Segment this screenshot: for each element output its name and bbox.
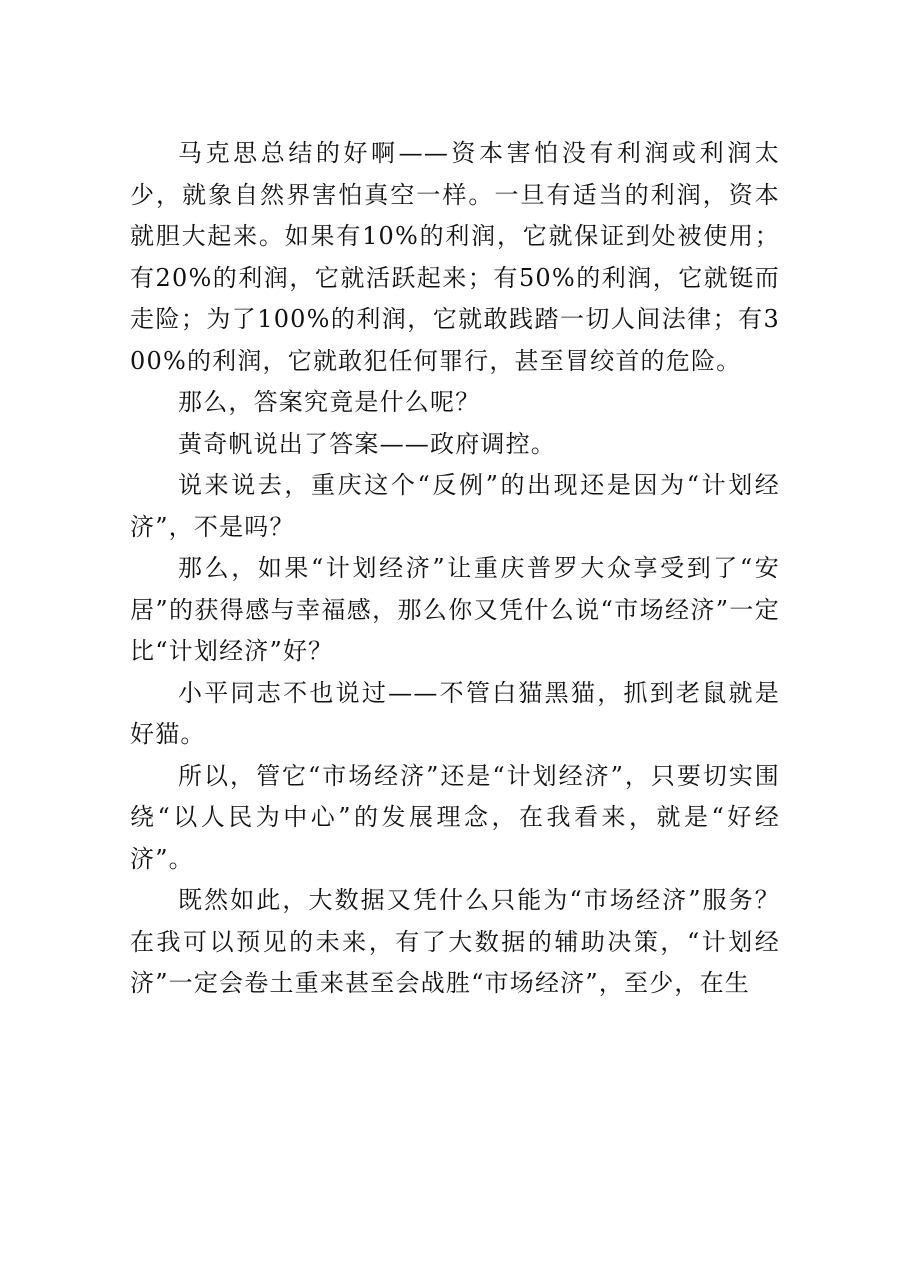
paragraph-planned-economy: 那么，如果“计划经济”让重庆普罗大众享受到了“安居”的获得感与幸福感，那么你又凭什么说“市场经济”一定比“计划经济”好？	[130, 554, 780, 665]
paragraph-big-data: 既然如此，大数据又凭什么只能为“市场经济”服务？在我可以预见的未来，有了大数据的辅助决策，“计划经济”一定会卷土重来甚至会战胜“市场经济”，至少，在生	[130, 886, 780, 997]
paragraph-chongqing: 说来说去，重庆这个“反例”的出现还是因为“计划经济”，不是吗？	[130, 471, 780, 541]
document-body	[130, 133, 780, 1005]
paragraph-answer: 黄奇帆说出了答案——政府调控。	[178, 429, 556, 458]
paragraph-question: 那么，答案究竟是什么呢？	[178, 388, 481, 416]
paragraph-cat-quote: 小平同志不也说过——不管白猫黑猫，抓到老鼠就是好猫。	[130, 678, 780, 748]
paragraph-marx-quote: 马克思总结的好啊——资本害怕没有利润或利润太少，就象自然界害怕真空一样。一旦有适当的利润，资本就胆大起来。如果有10%的利润，它就保证到处被使用；有20%的利润，它就活跃起来；有50%的利润，它就铤而走险；为了100%的利润，它就敢践踏一切人间法律；有300%的利润，它就敢犯任何罪行，甚至冒绞首的危险。	[130, 139, 780, 375]
paragraph-good-economy: 所以，管它“市场经济”还是“计划经济”，只要切实围绕“以人民为中心”的发展理念，在我看来，就是“好经济”。	[130, 761, 780, 873]
